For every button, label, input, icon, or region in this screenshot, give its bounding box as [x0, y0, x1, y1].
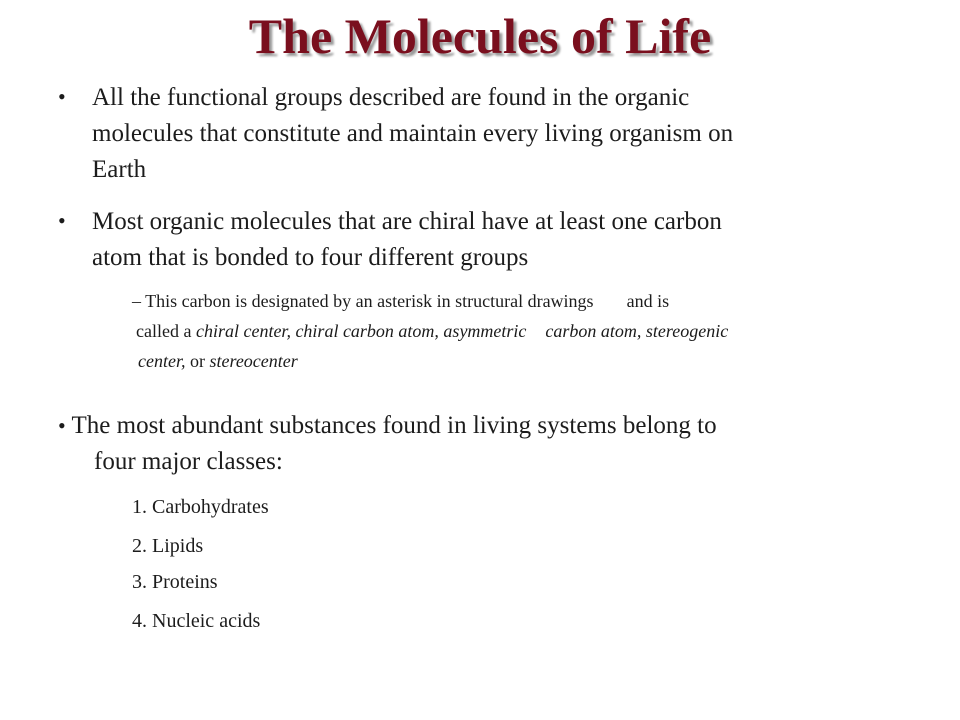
sub-line-1-tail: and is: [626, 291, 670, 311]
bullet-line: Most organic molecules that are chiral have at least one carbon: [92, 208, 722, 235]
bullet-line: molecules that constitute and maintain every living organism on: [92, 120, 734, 147]
class-item-nucleic-acids: 4. Nucleic acids: [132, 610, 261, 632]
bullet-line: atom that is bonded to four different groups: [92, 244, 529, 271]
slide-title: The Molecules of Life: [248, 8, 712, 64]
bullet-marker: •: [58, 413, 66, 438]
sub-line-3: [132, 346, 912, 376]
bullet-line: Earth: [92, 156, 147, 183]
class-item-proteins: 3. Proteins: [132, 571, 218, 593]
class-item-carbohydrates: 1. Carbohydrates: [132, 496, 269, 518]
sub-line-3-italic-end: stereocenter: [209, 351, 298, 371]
sub-line-1-text: – This carbon is designated by an asterisk in structural drawings: [132, 291, 594, 311]
sub-line-3-italic: center,: [138, 351, 186, 371]
bullet-line: All the functional groups described are found in the organic: [92, 84, 690, 111]
bullet-line: four major classes:: [94, 448, 283, 475]
bullet-marker: •: [58, 84, 66, 109]
sub-line-1: [132, 286, 912, 316]
sub-line-2-italic: chiral center, chiral carbon atom, asymmetric: [195, 321, 527, 341]
sub-line-2-italic-tail: carbon atom, stereogenic: [545, 321, 729, 341]
bullet-line-text: The most abundant substances found in living systems belong to: [71, 412, 717, 439]
sub-line-2: [132, 316, 912, 346]
bullet-marker: •: [58, 208, 66, 233]
sub-line-2-prefix: called a: [136, 321, 196, 341]
sub-point-chiral-center: [132, 286, 912, 376]
sub-line-3-or: or: [185, 351, 210, 371]
bullet-text-functional-groups: [92, 80, 932, 188]
class-item-lipids: 2. Lipids: [132, 535, 204, 557]
bullet-text-major-classes: [58, 408, 938, 480]
bullet-text-chiral: [92, 204, 932, 276]
bullet-line: [58, 408, 938, 444]
